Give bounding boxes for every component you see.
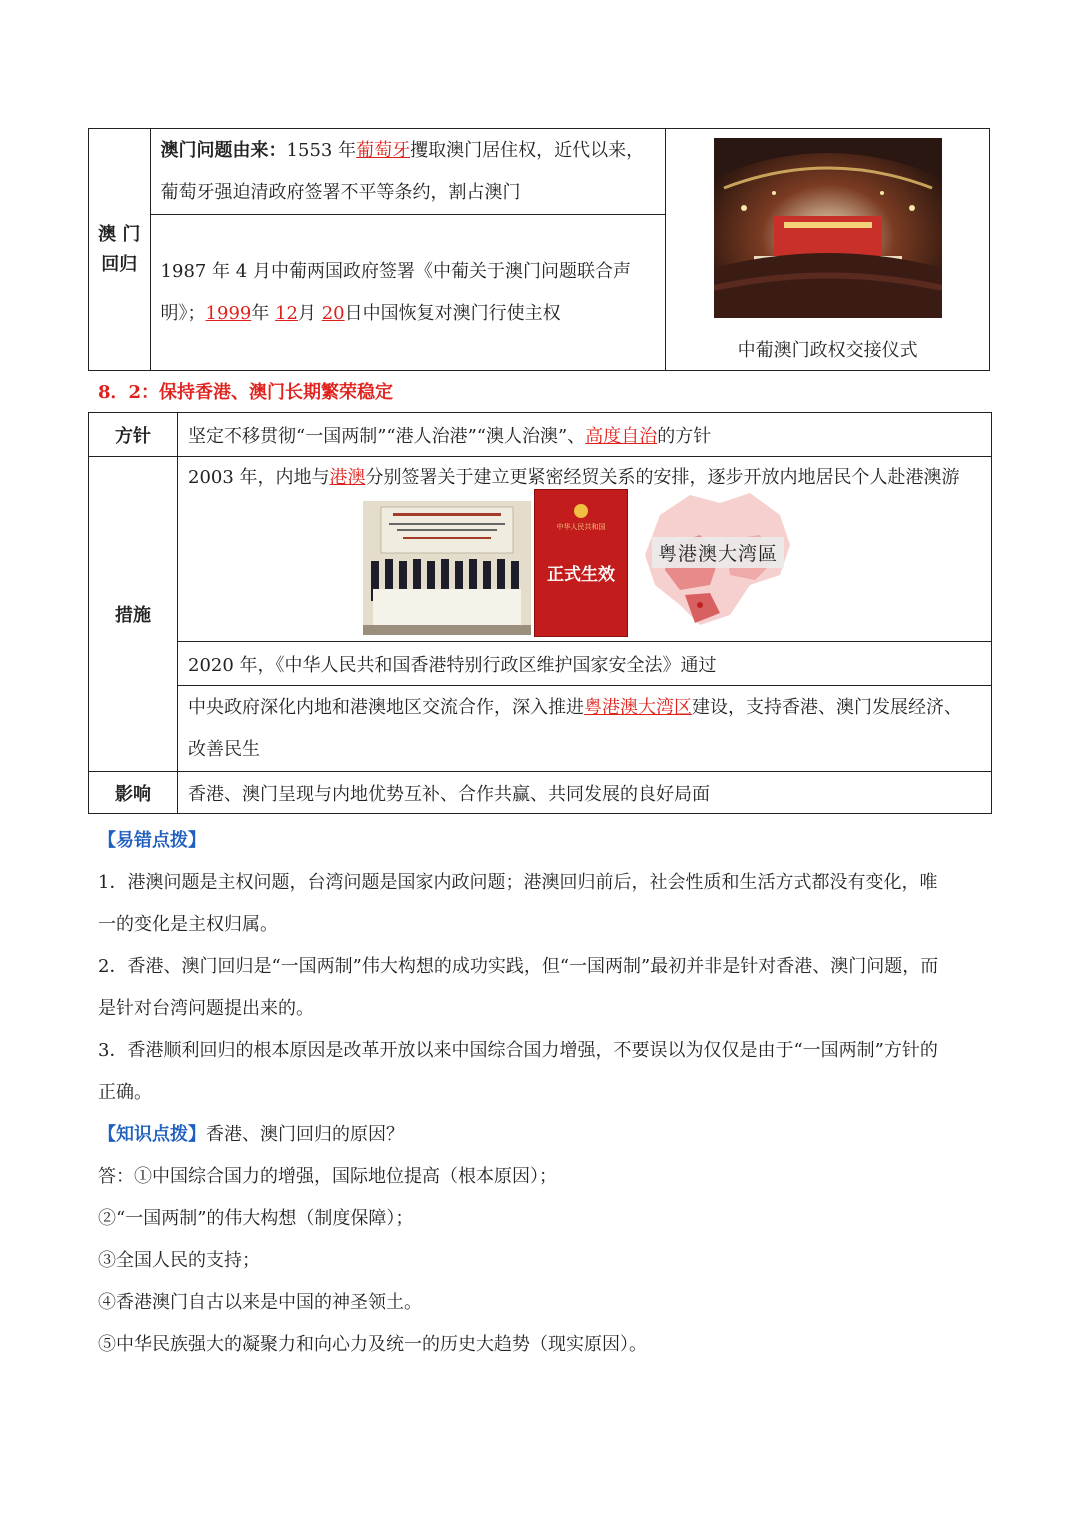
impact-cell: [178, 772, 992, 814]
macau-origin-line2: 葡萄牙强迫清政府签署不平等条约，割占澳门: [160, 181, 521, 203]
handover-ceremony-image: [714, 138, 942, 318]
return-year-unit: 年: [251, 302, 270, 324]
macau-image-cell: [666, 129, 990, 371]
impact-label: 影响: [89, 772, 178, 814]
return-day: 20: [321, 302, 345, 324]
image-caption: 中葡澳门政权交接仪式: [737, 340, 918, 361]
tip-2-line2: 是针对台湾问题提出来的。: [98, 998, 314, 1019]
signing-ceremony-image: [363, 501, 531, 635]
bay-area-label: 粤港澳大湾區: [652, 537, 784, 568]
portugal-keyword: 葡萄牙: [356, 139, 411, 161]
measure-gba-cell: [178, 686, 992, 772]
macau-origin-line1: [161, 130, 656, 172]
tip-1-line2: 一的变化是主权归属。: [98, 914, 278, 935]
policy-label: 方针: [89, 413, 178, 457]
macau-table: [88, 128, 990, 371]
macau-origin-text: 攫取澳门居住权，近代以来，: [410, 139, 645, 161]
gba-keyword: 粤港澳大湾区: [584, 696, 692, 718]
measure-cepa-cell: [178, 457, 992, 642]
knowledge-question: 香港、澳门回归的原因？: [206, 1124, 404, 1145]
national-emblem-icon: [574, 504, 588, 518]
section-title: 8．2：保持香港、澳门长期繁荣稳定: [98, 382, 394, 403]
macau-origin-text: 1553 年: [286, 139, 357, 161]
macau-label-line1: 澳 门: [98, 223, 141, 245]
booklet-title: 正式生效: [547, 565, 615, 585]
measure-nsl-text: 2020 年，《中华人民共和国香港特别行政区维护国家安全法》通过: [188, 654, 717, 676]
tip-1-line1: 1．港澳问题是主权问题，台湾问题是国家内政问题；港澳回归前后，社会性质和生活方式都没有变化，唯: [98, 872, 938, 893]
return-month-unit: 月: [298, 302, 316, 324]
measure-text: 分别签署关于建立更紧密经贸关系的安排，逐步开放内地居民个人赴港澳游: [365, 467, 960, 488]
knowledge-header: 【知识点拨】: [98, 1124, 206, 1145]
impact-text: 香港、澳门呈现与内地优势互补、合作共赢、共同发展的良好局面: [188, 783, 710, 805]
greater-bay-area-map: [640, 485, 796, 635]
return-month: 12: [275, 302, 298, 324]
measure-text: 中央政府深化内地和港澳地区交流合作，深入推进: [188, 696, 584, 718]
tips-header: 【易错点拨】: [98, 830, 206, 851]
macau-row-label: [89, 129, 151, 371]
tip-3-line1: 3．香港顺利回归的根本原因是改革开放以来中国综合国力增强，不要误以为仅仅是由于“一国两制”方针的: [98, 1040, 938, 1061]
return-year: 1999: [205, 302, 252, 324]
measures-label: 措施: [89, 457, 178, 772]
tips-section: [98, 820, 988, 1366]
tip-2-line1: 2．香港、澳门回归是“一国两制”伟大构想的成功实践，但“一国两制”最初并非是针对香港、澳门问题，而: [98, 956, 939, 977]
policy-text: 坚定不移贯彻“一国两制”“港人治港”“澳人治澳”、: [188, 425, 586, 447]
knowledge-line: [98, 1114, 988, 1156]
answer-2: ②“一国两制”的伟大构想（制度保障）；: [98, 1208, 414, 1229]
measure-nsl-cell: [178, 642, 992, 686]
answer-1: 答：①中国综合国力的增强，国际地位提高（根本原因）；: [98, 1166, 557, 1187]
policy-text: 的方针: [657, 425, 712, 447]
tip-3-line2: 正确。: [98, 1082, 152, 1103]
measure-text: 建设，支持香港、澳门发展经济、: [692, 696, 962, 718]
policy-cell: [178, 413, 992, 457]
answer-3: ③全国人民的支持；: [98, 1250, 260, 1271]
hk-macau-keyword: 港澳: [329, 467, 366, 488]
answer-4: ④香港澳门自古以来是中国的神圣领土。: [98, 1292, 422, 1313]
macau-origin-title: 澳门问题由来：: [160, 139, 287, 161]
macau-return-text: 明》；: [160, 302, 206, 324]
macau-return-cell: [150, 215, 666, 371]
prosperity-table: [88, 412, 992, 814]
measure-gba-line1: [188, 687, 981, 729]
macau-return-line1: 1987 年 4 月中葡两国政府签署《中葡关于澳门问题联合声: [160, 260, 631, 282]
law-booklet-image: [534, 489, 628, 637]
answer-5: ⑤中华民族强大的凝聚力和向心力及统一的历史大趋势（现实原因）。: [98, 1334, 647, 1355]
measure-images: [188, 499, 981, 637]
macau-label-line2: 回归: [101, 253, 138, 275]
measure-gba-line2: 改善民生: [188, 738, 260, 760]
high-autonomy-keyword: 高度自治: [585, 425, 658, 447]
macau-return-line2: [161, 293, 656, 335]
macau-origin-cell: [150, 129, 666, 215]
booklet-line: 中华人民共和国: [556, 523, 606, 531]
macau-return-text: 日中国恢复对澳门行使主权: [344, 302, 561, 324]
measure-text: 2003 年，内地与: [188, 467, 330, 488]
